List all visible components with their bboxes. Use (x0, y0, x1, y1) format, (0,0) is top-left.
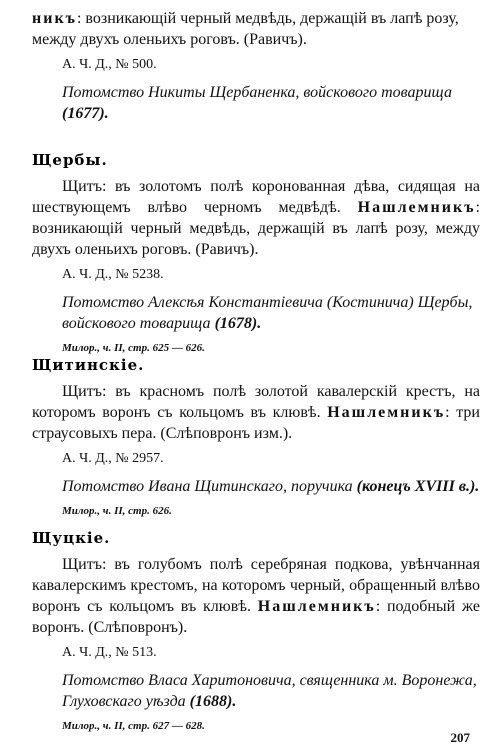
continuation-line-1: : возникающій черный медвѣдь, держащій въ лапѣ розу, (76, 10, 459, 27)
shield-label: Щитъ (62, 556, 102, 573)
description-part-2: : возникающій черный медвѣдь, держащій въ лапѣ розу, между двухъ оленьихъ роговъ. (Равичъ). (32, 199, 480, 258)
continuation-lead: никъ (32, 10, 77, 27)
entry-section (32, 355, 480, 518)
entry-description (32, 554, 480, 638)
lineage-name: Потомство Власа Харитоновича, священника м. Воронежа, Глуховскаго уѣзда (62, 672, 477, 710)
shield-label: Щитъ (62, 178, 102, 195)
archive-reference: А. Ч. Д., № 5238. (62, 267, 164, 282)
lineage-name: Потомство Ивана Щитинскаго, поручика (62, 478, 353, 495)
lineage-name: Потомство Алексѣя Константіевича (Костинича) Щербы, войскового товарища (62, 294, 473, 332)
continuation-text (32, 8, 480, 50)
lineage-text (62, 670, 480, 712)
archive-reference: А. Ч. Д., № 500. (62, 57, 157, 72)
archive-reference: А. Ч. Д., № 513. (62, 645, 157, 660)
description-part-2: : подобный же воронъ. (Слѣповронъ). (32, 598, 480, 636)
crest-label: Нашлемникъ (327, 404, 446, 421)
entry-description (32, 381, 480, 444)
lineage-text (62, 476, 480, 497)
lineage-year: (конецъ XVIII в.). (356, 478, 480, 495)
entry-heading: Щербы. (32, 151, 108, 169)
source-citation: Милор., ч. II, стр. 626. (62, 505, 172, 517)
lineage-name: Потомство Никиты Щербаненка, войскового товарища (62, 84, 452, 101)
crest-label: Нашлемникъ (357, 199, 476, 216)
entry-section (32, 150, 480, 355)
source-citation: Милор., ч. II, стр. 627 — 628. (62, 720, 205, 732)
continuation-line-2: между двухъ оленьихъ роговъ. (Равичъ). (32, 31, 307, 48)
lineage-text (62, 82, 480, 124)
continuation-block (32, 8, 480, 124)
lineage-year: (1688). (189, 693, 237, 710)
description-part-1: : въ голубомъ полѣ серебряная подкова, увѣнчанная кавалерскимъ крестомъ, на которомъ черный, обращенный влѣво воронъ съ кольцомъ въ клювѣ. (32, 556, 480, 615)
shield-label: Щитъ (62, 383, 102, 400)
archive-reference: А. Ч. Д., № 2957. (62, 451, 164, 466)
lineage-text (62, 292, 480, 334)
lineage-year: (1678). (214, 315, 262, 332)
crest-label: Нашлемникъ (257, 598, 376, 615)
description-part-1: : въ красномъ полѣ золотой кавалерскій крестъ, на которомъ воронъ съ кольцомъ въ клювѣ. (32, 383, 480, 421)
entry-description (32, 176, 480, 260)
entry-heading: Щитинскіе. (32, 356, 145, 374)
source-citation: Милор., ч. II, стр. 625 — 626. (62, 342, 205, 354)
page-number: 207 (450, 730, 470, 745)
description-part-2: : три страусовыхъ пера. (Слѣповронъ изм.). (32, 404, 480, 442)
description-part-1: : въ золотомъ полѣ коронованная дѣва, сидящая на шествующемъ влѣво черномъ медвѣдѣ. (32, 178, 480, 216)
entry-section (32, 528, 480, 733)
lineage-year: (1677). (62, 105, 109, 122)
entry-heading: Щуцкіе. (32, 529, 111, 547)
